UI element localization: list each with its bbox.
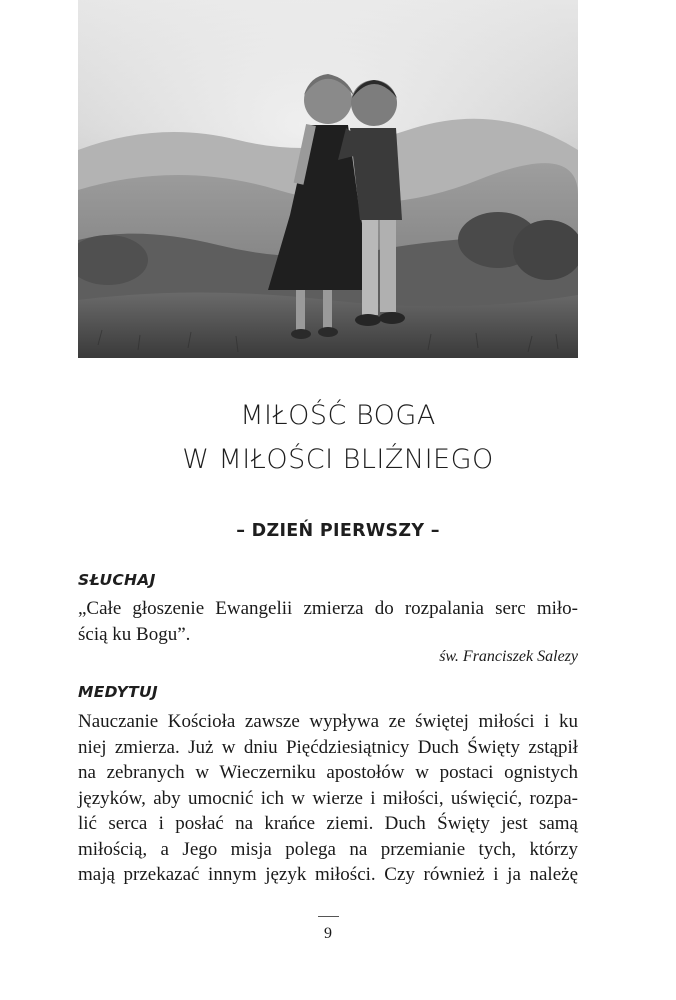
day-heading: – DZIEŃ PIERWSZY – — [236, 521, 440, 541]
page-number: 9 — [324, 925, 332, 942]
paragraph-line: na zebranych w Wieczerniku apostołów w postaci ognistych — [78, 762, 578, 783]
quote-attribution: św. Franciszek Salezy — [439, 648, 578, 665]
listen-quote — [78, 596, 578, 647]
paragraph-line: niej zmierza. Już w dniu Pięćdziesiątnicy Duch Święty zstąpił — [78, 736, 578, 758]
paragraph-line: miłością, a Jego misja polega na przemianie tych, którzy — [78, 838, 578, 860]
meditate-paragraph — [78, 709, 578, 888]
footer-divider — [318, 916, 339, 917]
meditate-label: MEDYTUJ — [78, 683, 158, 701]
chapter-title-line-2: W MIŁOŚCI BLIŹNIEGO — [182, 444, 494, 475]
listen-label: SŁUCHAJ — [78, 571, 156, 589]
paragraph-line: mają przekazać innym język miłości. Czy również i ja należę — [78, 864, 578, 885]
chapter-title — [0, 394, 676, 482]
photo-illustration — [78, 0, 578, 358]
paragraph-line: lić serca i posłać na krańce ziemi. Duch Święty jest samą — [78, 813, 578, 834]
chapter-title-line-1: MIŁOŚĆ BOGA — [240, 400, 436, 431]
children-hugging-photo — [78, 0, 578, 358]
paragraph-line: języków, aby umocnić ich w wierze i miłości, uświęcić, rozpa- — [78, 787, 578, 809]
quote-line: ścią ku Bogu”. — [78, 623, 191, 645]
paragraph-line: Nauczanie Kościoła zawsze wypływa ze świętej miłości i ku — [78, 711, 578, 732]
quote-line: „Całe głoszenie Ewangelii zmierza do rozpalania serc miło- — [78, 598, 578, 619]
